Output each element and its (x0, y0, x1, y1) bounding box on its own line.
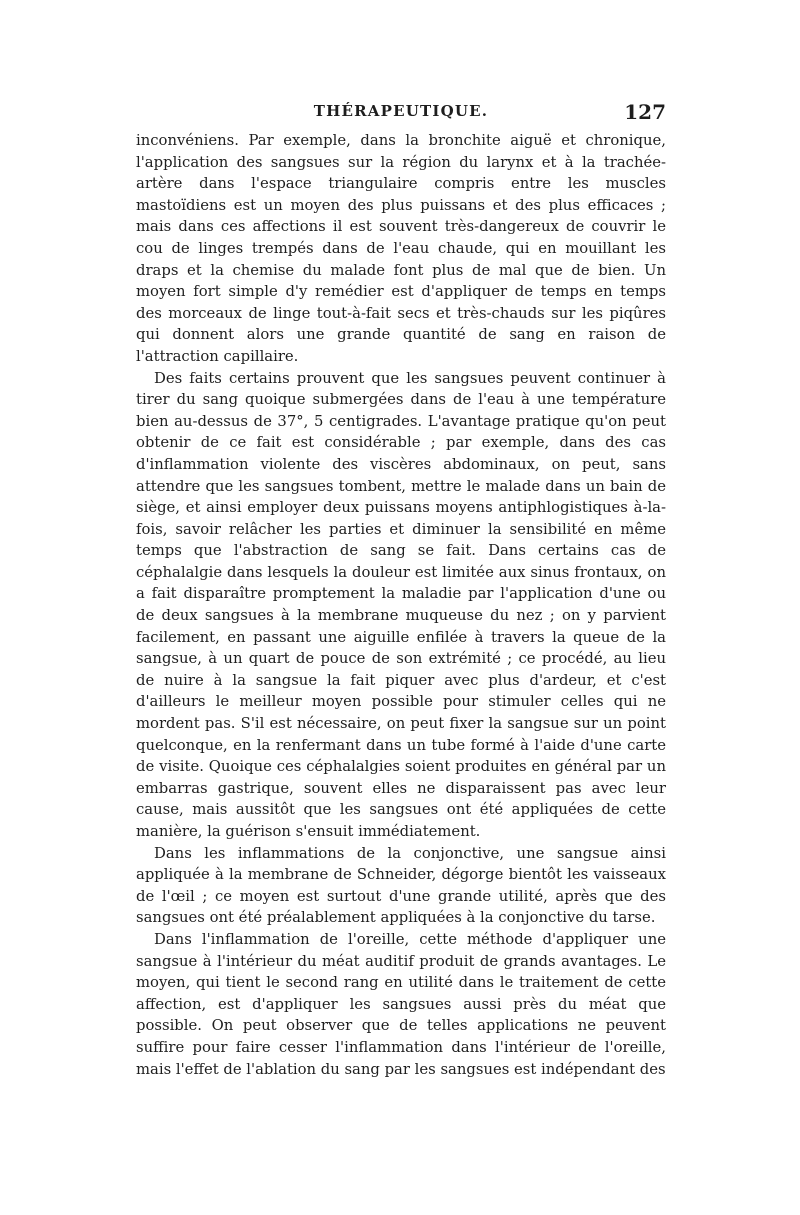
paragraph-2: Des faits certains prouvent que les sangsues peuvent continuer à tirer du sang quoique submergées dans de l'eau à une température bien au-dessus de 37°, 5 centigrades. L'avantage pratique qu'on peut obtenir de ce fait est considérable ; par exemple, dans des cas d'inflammation violente des viscères abdominaux, on peut, sans attendre que les sangsues tombent, mettre le malade dans un bain de siège, et ainsi employer deux puissans moyens antiphlogistiques à-la-fois, savoir relâcher les parties et diminuer la sensibilité en même temps que l'abstraction de sang se fait. Dans certains cas de céphalalgie dans lesquels la douleur est limitée aux sinus frontaux, on a fait disparaître promptement la maladie par l'application d'une ou de deux sangsues à la membrane muqueuse du nez ; on y parvient facilement, en passant une aiguille enfilée à travers la queue de la sangsue, à un quart de pouce de son extrémité ; ce procédé, au lieu de nuire à la sangsue la fait piquer avec plus d'ardeur, et c'est d'ailleurs le meilleur moyen possible pour stimuler celles qui ne mordent pas. S'il est nécessaire, on peut fixer la sangsue sur un point quelconque, en la renfermant dans un tube formé à l'aide d'une carte de visite. Quoique ces céphalalgies soient produites en général par un embarras gastrique, souvent elles ne disparaissent pas avec leur cause, mais aussitôt que les sangsues ont été appliquées de cette manière, la guérison s'ensuit immédiatement. (136, 369, 666, 840)
page-number: 127 (624, 100, 666, 124)
body-text (136, 130, 666, 1080)
paragraph-3: Dans les inflammations de la conjonctive, une sangsue ainsi appliquée à la membrane de Schneider, dégorge bientôt les vaisseaux de l'œil ; ce moyen est surtout d'une grande utilité, après que des sangsues ont été préalablement appliquées à la conjonctive du tarse. (136, 844, 666, 927)
running-title: THÉRAPEUTIQUE. (313, 102, 489, 120)
page-header (136, 100, 666, 130)
paragraph-4: Dans l'inflammation de l'oreille, cette méthode d'appliquer une sangsue à l'intérieur du méat auditif produit de grands avantages. Le moyen, qui tient le second rang en utilité dans le traitement de cette affection, est d'appliquer les sangsues aussi près du méat que possible. On peut observer que de telles applications ne peuvent suffire pour faire cesser l'inflammation dans l'intérieur de l'oreille, mais l'effet de l'ablation du sang par les sangsues est indépendant des (136, 930, 666, 1078)
paragraph-1: inconvéniens. Par exemple, dans la bronchite aiguë et chronique, l'application des sangsues sur la région du larynx et à la trachée-artère dans l'espace triangulaire compris entre les muscles mastoïdiens est un moyen des plus puissans et des plus efficaces ; mais dans ces affections il est souvent très-dangereux de couvrir le cou de linges trempés dans de l'eau chaude, qui en mouillant les draps et la chemise du malade font plus de mal que de bien. Un moyen fort simple d'y remédier est d'appliquer de temps en temps des morceaux de linge tout-à-fait secs et très-chauds sur les piqûres qui donnent alors une grande quantité de sang en raison de l'attraction capillaire. (136, 132, 666, 365)
